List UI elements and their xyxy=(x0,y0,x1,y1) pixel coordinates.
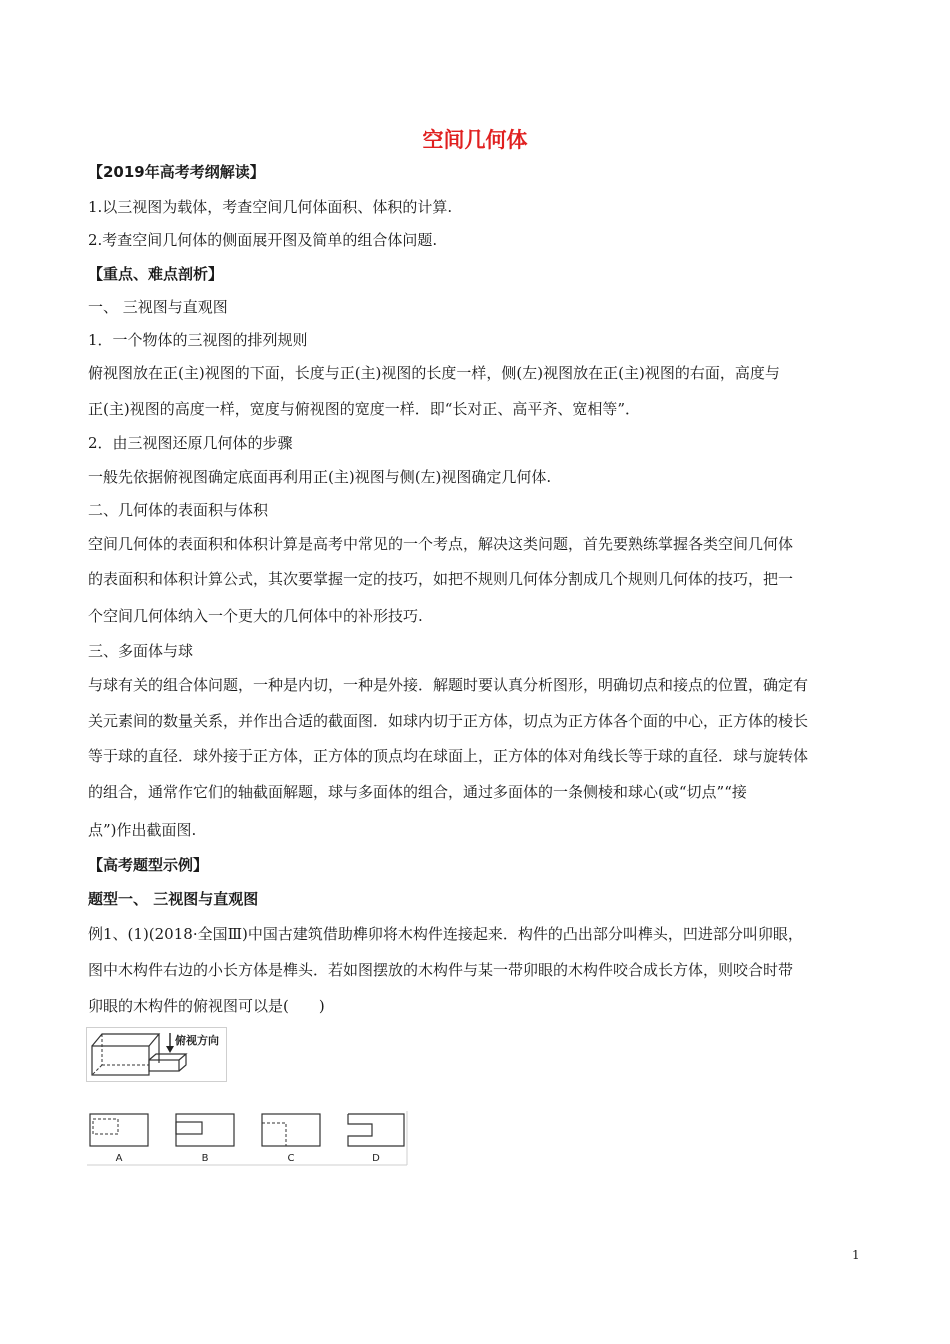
paragraph-line: 的组合，通常作它们的轴截面解题，球与多面体的组合，通过多面体的一条侧棱和球心(或“切点”“接 xyxy=(88,783,747,801)
section-heading-analysis: 【重点、难点剖析】 xyxy=(88,265,224,283)
paragraph-line: 的表面积和体积计算公式，其次要掌握一定的技巧，如把不规则几何体分割成几个规则几何体的技巧，把一 xyxy=(88,570,794,588)
paragraph-line: 2.考查空间几何体的侧面展开图及简单的组合体问题. xyxy=(88,231,438,249)
option-a-view xyxy=(90,1114,148,1164)
section-heading-syllabus: 【2019年高考考纲解读】 xyxy=(88,163,265,181)
paragraph-line: 图中木构件右边的小长方体是榫头．若如图摆放的木构件与某一带卯眼的木构件咬合成长方体，则咬合时带 xyxy=(88,961,794,979)
option-label-c: C xyxy=(287,1153,295,1164)
paragraph-line: 1.以三视图为载体，考查空间几何体面积、体积的计算. xyxy=(88,198,453,216)
arrow-down-icon xyxy=(166,1046,174,1053)
paragraph-line: 与球有关的组合体问题，一种是内切，一种是外接．解题时要认真分析图形，明确切点和接点的位置，确定有 xyxy=(88,676,809,694)
answer-options-figure xyxy=(86,1110,408,1166)
paragraph-line: 点”)作出截面图. xyxy=(88,821,197,839)
option-d-view xyxy=(348,1114,404,1164)
paragraph-line: 例1、(1)(2018·全国Ⅲ)中国古建筑借助榫卯将木构件连接起来．构件的凸出部分叫榫头，凹进部分叫卯眼， xyxy=(88,925,803,943)
section-heading-examples: 【高考题型示例】 xyxy=(88,856,209,874)
option-label-a: A xyxy=(115,1153,123,1164)
paragraph-line: 等于球的直径．球外接于正方体，正方体的顶点均在球面上，正方体的体对角线长等于球的直径．球与旋转体 xyxy=(88,747,809,765)
subheading-arrangement-rules: 1．一个物体的三视图的排列规则 xyxy=(88,331,308,349)
option-label-b: B xyxy=(201,1153,209,1164)
subheading-three-views: 一、 三视图与直观图 xyxy=(88,298,228,316)
paragraph-line: 卯眼的木构件的俯视图可以是( ) xyxy=(88,997,325,1015)
subheading-question-type-1: 题型一、 三视图与直观图 xyxy=(88,890,259,908)
option-b-view xyxy=(176,1114,234,1164)
paragraph-line: 空间几何体的表面积和体积计算是高考中常见的一个考点，解决这类问题，首先要熟练掌握各类空间几何体 xyxy=(88,535,794,553)
paragraph-line: 关元素间的数量关系，并作出合适的截面图．如球内切于正方体，切点为正方体各个面的中心，正方体的棱长 xyxy=(88,712,809,730)
tenon-component-figure xyxy=(86,1027,228,1083)
page-title: 空间几何体 xyxy=(422,128,528,152)
paragraph-line: 一般先依据俯视图确定底面再利用正(主)视图与侧(左)视图确定几何体. xyxy=(88,468,552,486)
option-c-view xyxy=(262,1114,320,1164)
subheading-restore-steps: 2．由三视图还原几何体的步骤 xyxy=(88,434,293,452)
subheading-polyhedron-sphere: 三、多面体与球 xyxy=(88,642,194,660)
page-number: 1 xyxy=(852,1248,860,1262)
paragraph-line: 正(主)视图的高度一样，宽度与俯视图的宽度一样．即“长对正、高平齐、宽相等”． xyxy=(88,400,641,418)
paragraph-line: 个空间几何体纳入一个更大的几何体中的补形技巧. xyxy=(88,607,423,625)
view-direction-label: 俯视方向 xyxy=(175,1034,219,1047)
paragraph-line: 俯视图放在正(主)视图的下面，长度与正(主)视图的长度一样，侧(左)视图放在正(主)视图的右面，高度与 xyxy=(88,364,780,382)
option-label-d: D xyxy=(372,1153,380,1164)
subheading-surface-volume: 二、几何体的表面积与体积 xyxy=(88,501,269,519)
